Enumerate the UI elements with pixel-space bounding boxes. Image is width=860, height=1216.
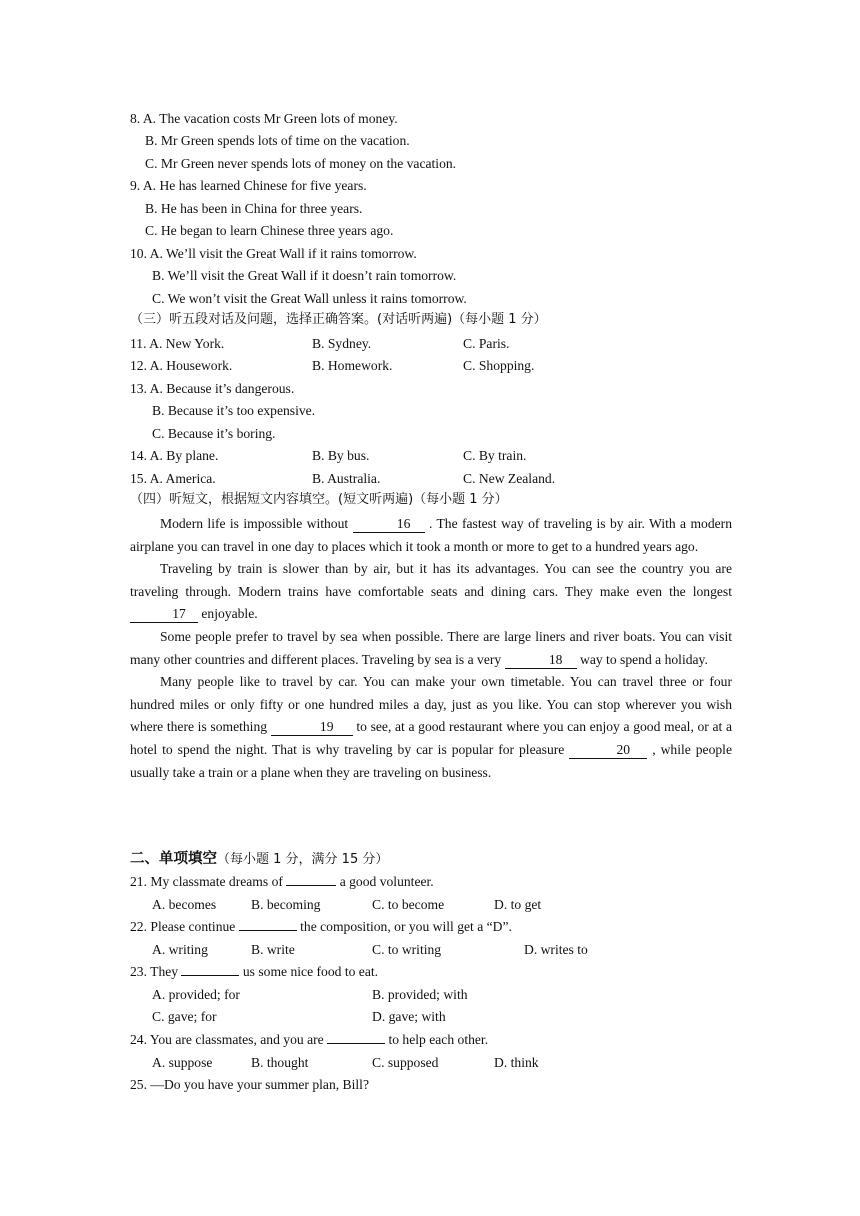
q22-stem-text: 22. Please continue <box>130 919 239 934</box>
q11-option-b: B. Sydney. <box>312 336 372 351</box>
q24-option-c: C. supposed <box>372 1055 439 1070</box>
q21-option-d: D. to get <box>494 897 542 912</box>
q12-option-c: C. Shopping. <box>463 358 535 373</box>
q24-stem <box>130 1031 488 1049</box>
section-3-heading: （三）听五段对话及问题，选择正确答案。(对话听两遍)（每小题 1 分） <box>130 312 547 327</box>
passage-text: to see, at a good restaurant where you can enjoy a good meal, or at a hotel to spend the night. That is why traveling by car is popular for pleasure <box>130 719 732 757</box>
passage-text: enjoyable. <box>198 606 258 622</box>
q12-option-b: B. Homework. <box>312 358 393 373</box>
q9-option-b: B. He has been in China for three years. <box>145 201 363 216</box>
q10-option-b: B. We’ll visit the Great Wall if it doesn’t rain tomorrow. <box>152 268 457 283</box>
q24-blank <box>327 1043 385 1044</box>
blank-18: 18 <box>505 652 577 669</box>
q21-blank <box>286 885 336 886</box>
q9-option-c: C. He began to learn Chinese three years ago. <box>145 223 394 238</box>
passage-text: way to spend a holiday. <box>576 651 708 667</box>
q21-option-b: B. becoming <box>251 897 321 912</box>
q22-blank <box>239 930 297 931</box>
passage-text: Many people like to travel by car. You can make your own timetable. You can travel three or four hundred miles or only fifty or one hundred miles a day, just as you like. You can stop wherever you wish where there is something <box>130 674 732 735</box>
q21-option-c: C. to become <box>372 897 445 912</box>
part-2-heading <box>130 850 388 869</box>
q15-option-c: C. New Zealand. <box>463 471 556 486</box>
q21-stem-text: 21. My classmate dreams of <box>130 874 287 889</box>
part-2-title: 二、单项填空 <box>130 851 217 867</box>
q25-stem: 25. —Do you have your summer plan, Bill? <box>130 1077 369 1092</box>
passage-paragraph-1 <box>130 513 732 558</box>
q24-stem-text: 24. You are classmates, and you are <box>130 1032 328 1047</box>
q24-stem-text: to help each other. <box>385 1032 489 1047</box>
q12-option-a: 12. A. Housework. <box>130 358 233 373</box>
q23-stem-text: us some nice food to eat. <box>239 964 379 979</box>
part-2-note: （每小题 1 分，满分 15 分） <box>217 852 389 867</box>
passage-paragraph-3 <box>130 626 732 671</box>
passage-text: Traveling by train is slower than by air, but it has its advantages. You can see the country you are traveling through. Modern trains have comfortable seats and dining cars. They make even the longest <box>130 561 732 599</box>
listening-passage <box>130 513 732 784</box>
passage-text: . The fastest way of traveling is by air. With a modern airplane you can travel in one day to places which it took a month or more to get to a hundred years ago. <box>130 516 732 554</box>
q8-option-b: B. Mr Green spends lots of time on the vacation. <box>145 133 410 148</box>
q22-stem-text: the composition, or you will get a “D”. <box>296 919 512 934</box>
q10-option-c: C. We won’t visit the Great Wall unless it rains tomorrow. <box>152 291 467 306</box>
blank-17: 17 <box>130 606 198 623</box>
q13-option-c: C. Because it’s boring. <box>152 426 276 441</box>
blank-16: 16 <box>353 516 425 533</box>
q24-option-a: A. suppose <box>152 1055 213 1070</box>
q23-option-d: D. gave; with <box>372 1009 446 1024</box>
q14-option-b: B. By bus. <box>312 448 370 463</box>
q22-option-a: A. writing <box>152 942 208 957</box>
q15-option-b: B. Australia. <box>312 471 381 486</box>
q23-option-b: B. provided; with <box>372 987 468 1002</box>
q22-option-d: D. writes to <box>524 942 588 957</box>
q23-blank <box>181 975 239 976</box>
q23-stem <box>130 963 378 981</box>
q23-option-c: C. gave; for <box>152 1009 217 1024</box>
q21-stem <box>130 873 434 891</box>
q14-option-c: C. By train. <box>463 448 527 463</box>
q21-stem-text: a good volunteer. <box>336 874 434 889</box>
q11-option-c: C. Paris. <box>463 336 510 351</box>
q13-option-a: 13. A. Because it’s dangerous. <box>130 381 295 396</box>
q9-option-a: 9. A. He has learned Chinese for five years. <box>130 178 367 193</box>
q15-option-a: 15. A. America. <box>130 471 216 486</box>
blank-19: 19 <box>271 719 353 736</box>
q8-option-a: 8. A. The vacation costs Mr Green lots of money. <box>130 111 398 126</box>
q14-option-a: 14. A. By plane. <box>130 448 219 463</box>
q8-option-c: C. Mr Green never spends lots of money on the vacation. <box>145 156 457 171</box>
blank-20: 20 <box>569 742 647 759</box>
section-4-heading: （四）听短文，根据短文内容填空。(短文听两遍)（每小题 1 分） <box>130 492 508 507</box>
q10-option-a: 10. A. We’ll visit the Great Wall if it rains tomorrow. <box>130 246 417 261</box>
passage-paragraph-2 <box>130 558 732 626</box>
passage-paragraph-4 <box>130 671 732 784</box>
passage-text: Some people prefer to travel by sea when possible. There are large liners and river boats. You can visit many other countries and different places. Traveling by sea is a very <box>130 628 732 667</box>
q24-option-b: B. thought <box>251 1055 309 1070</box>
q21-option-a: A. becomes <box>152 897 217 912</box>
q22-option-c: C. to writing <box>372 942 442 957</box>
passage-text: Modern life is impossible without <box>160 516 353 531</box>
q13-option-b: B. Because it’s too expensive. <box>152 403 316 418</box>
q24-option-d: D. think <box>494 1055 539 1070</box>
q23-option-a: A. provided; for <box>152 987 240 1002</box>
passage-text: , while people usually take a train or a plane when they are traveling on business. <box>130 741 732 780</box>
q22-option-b: B. write <box>251 942 295 957</box>
q23-stem-text: 23. They <box>130 964 182 979</box>
q11-option-a: 11. A. New York. <box>130 336 225 351</box>
q22-stem <box>130 918 512 936</box>
